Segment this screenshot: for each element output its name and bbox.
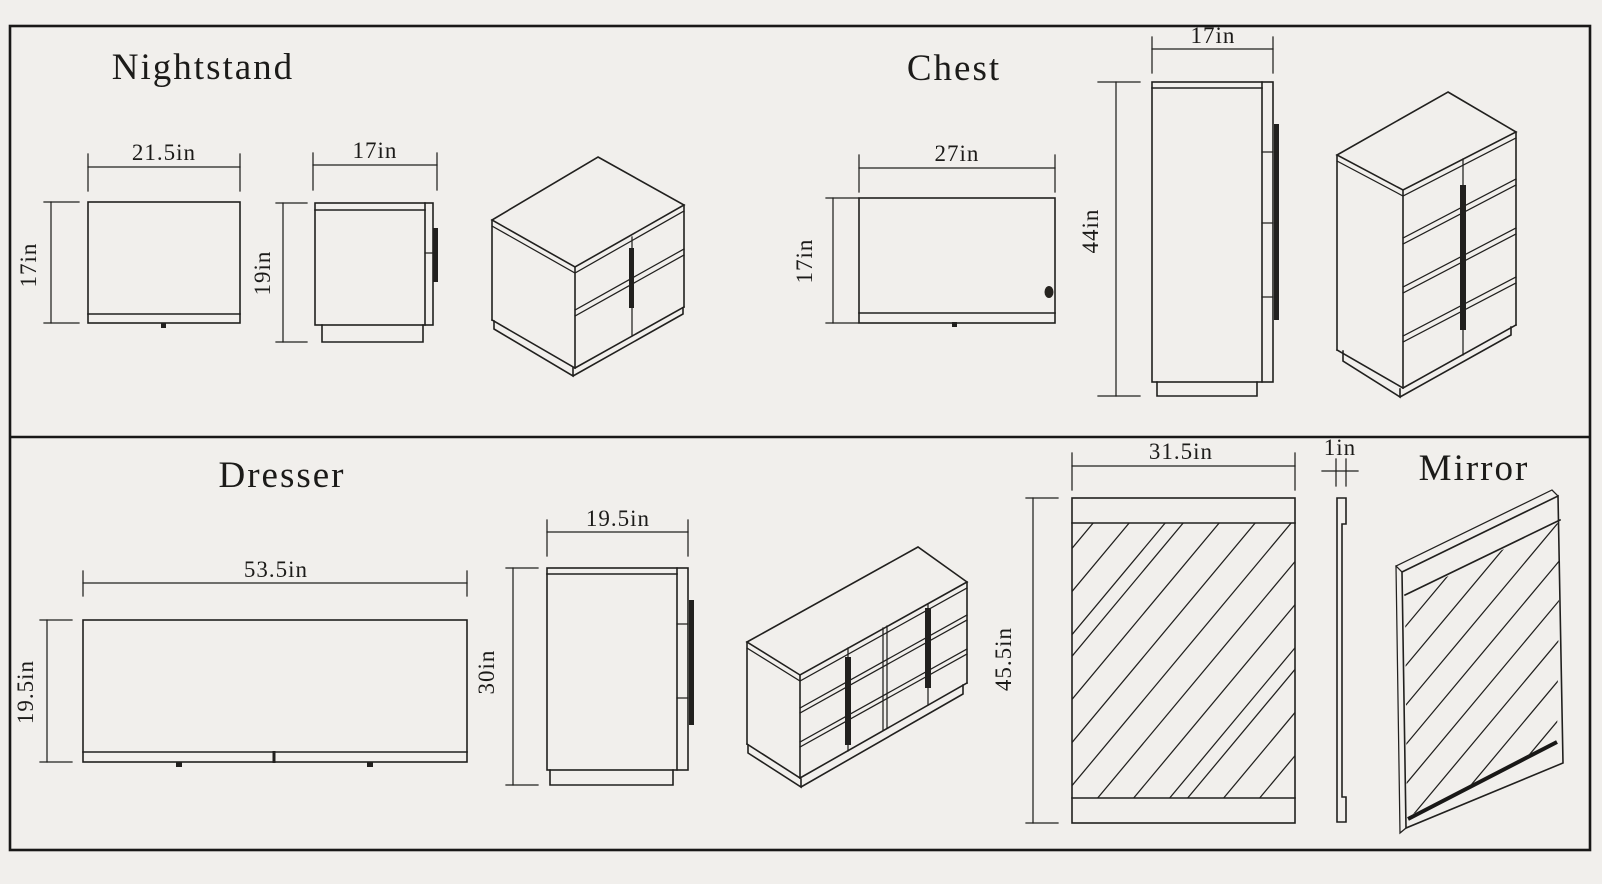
mirror-front-width-dim [1072, 439, 1295, 490]
chest-section [792, 23, 1516, 397]
dresser-top-view [13, 557, 467, 767]
mirror-front-height-label: 45.5in [991, 626, 1016, 692]
nightstand-side-depth-dim [313, 138, 437, 190]
dresser-top-width-label: 53.5in [243, 557, 309, 582]
dresser-title: Dresser [218, 455, 346, 496]
dresser-side-height-label: 30in [474, 649, 499, 695]
dresser-top-depth-label: 19.5in [13, 659, 38, 725]
nightstand-top-view [16, 140, 240, 328]
chest-top-view [792, 141, 1055, 327]
dresser-iso-view [747, 547, 967, 787]
mirror-iso-view [1248, 490, 1602, 833]
chest-top-depth-label: 17in [792, 238, 817, 284]
nightstand-side-handle [433, 228, 438, 282]
dresser-section [13, 455, 967, 787]
chest-iso-view [1337, 92, 1516, 397]
scan-artifact-dot [1045, 286, 1054, 298]
dresser-iso-right-handle [925, 608, 931, 688]
chest-side-depth-label: 17in [1190, 23, 1236, 48]
chest-top-width-label: 27in [934, 141, 980, 166]
chest-title: Chest [906, 48, 1002, 89]
nightstand-top-depth-dim [16, 202, 79, 323]
dresser-side-view [474, 506, 694, 785]
mirror-section [852, 435, 1602, 833]
mirror-side-view [1322, 435, 1358, 822]
mirror-front-view [852, 439, 1526, 823]
nightstand-top-depth-label: 17in [16, 242, 41, 288]
chest-side-height-label: 44in [1078, 208, 1103, 254]
nightstand-iso-handle [629, 248, 634, 308]
chest-iso-handle [1460, 185, 1466, 330]
nightstand-title: Nightstand [111, 47, 295, 88]
nightstand-section [16, 47, 684, 376]
dresser-iso-left-handle [845, 657, 851, 745]
dresser-top-depth-dim [13, 620, 72, 762]
nightstand-side-view [250, 138, 438, 342]
dresser-side-depth-dim [547, 506, 688, 556]
nightstand-top-width-label: 21.5in [131, 140, 197, 165]
mirror-front-width-label: 31.5in [1148, 439, 1214, 464]
chest-top-width-dim [859, 141, 1055, 192]
mirror-thickness-label: 1in [1323, 435, 1357, 460]
chest-side-depth-dim [1152, 23, 1273, 73]
dresser-side-height-dim [474, 568, 538, 785]
chest-side-view [1078, 23, 1279, 396]
chest-top-depth-dim [792, 198, 858, 323]
mirror-title: Mirror [1418, 448, 1530, 489]
chest-side-height-dim [1078, 82, 1140, 396]
mirror-front-height-dim [991, 498, 1058, 823]
mirror-thickness-dim [1322, 435, 1358, 486]
dresser-side-depth-label: 19.5in [585, 506, 651, 531]
nightstand-top-width-dim [88, 140, 240, 191]
nightstand-side-height-dim [250, 203, 307, 342]
mirror-iso-hatch [1248, 499, 1602, 815]
nightstand-side-height-label: 19in [250, 250, 275, 296]
nightstand-side-depth-label: 17in [352, 138, 398, 163]
dresser-top-width-dim [83, 557, 467, 596]
chest-side-handle [1274, 124, 1279, 320]
mirror-front-hatch [852, 522, 1526, 812]
nightstand-iso-view [492, 157, 684, 376]
dresser-side-handle [689, 600, 694, 725]
